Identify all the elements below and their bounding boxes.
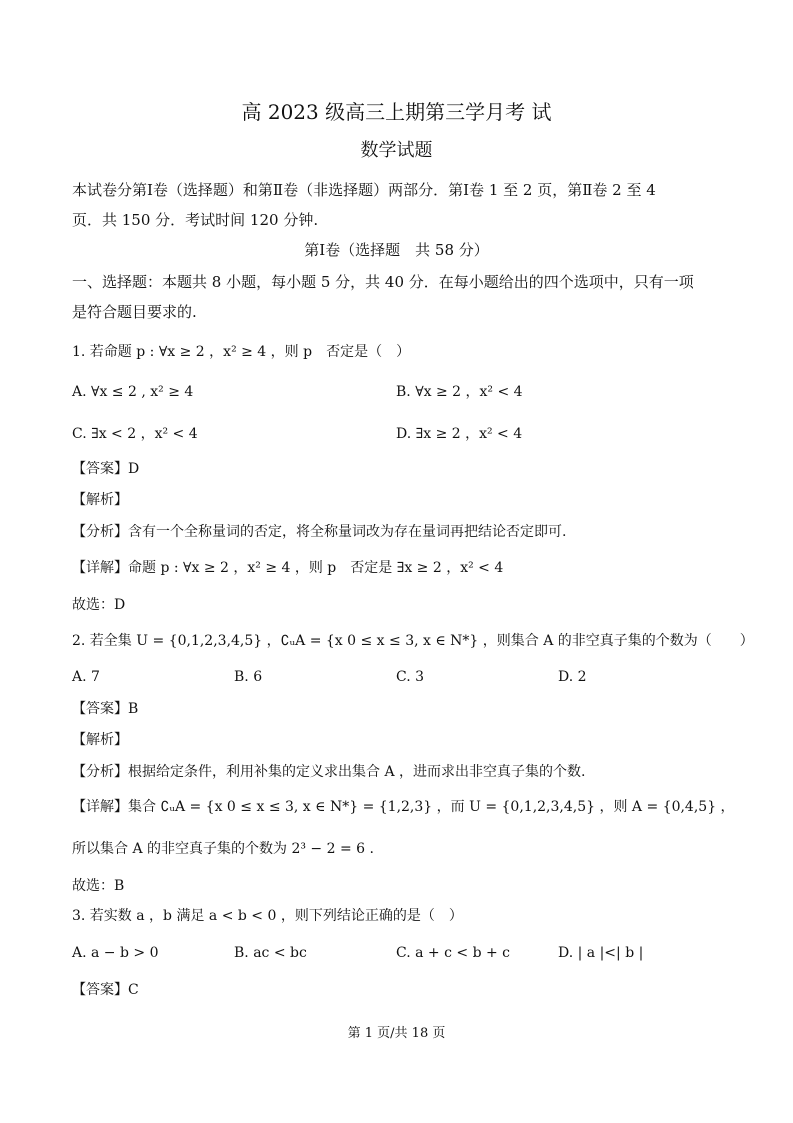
q3-option-b: B. ac < bc [234, 945, 307, 961]
q3-answer: 【答案】C [72, 982, 139, 998]
q1-option-b: B. ∀x ≥ 2 ，x² < 4 [396, 384, 523, 400]
q1-stem: 1. 若命题 p : ∀x ≥ 2 ，x² ≥ 4 ，则 p 否定是（ ） [72, 344, 411, 360]
q2-stem: 2. 若全集 U = {0,1,2,3,4,5} ，∁ᵤA = {x 0 ≤ x ≤ 3, x ∈ N*} ，则集合 A 的非空真子集的个数为（ ） [72, 633, 754, 649]
intro-line-2: 页．共 150 分．考试时间 120 分钟. [72, 211, 319, 229]
q1-answer: 【答案】D [72, 461, 140, 477]
exam-subtitle: 数学试题 [360, 140, 433, 161]
q3-option-a: A. a − b > 0 [72, 945, 159, 961]
q2-analysis-label: 【解析】 [72, 732, 128, 748]
q1-analysis-label: 【解析】 [72, 492, 128, 508]
q1-option-c: C. ∃x < 2 ，x² < 4 [72, 426, 198, 442]
q2-xiangjie: 【详解】集合 ∁ᵤA = {x 0 ≤ x ≤ 3, x ∈ N*} = {1,2,3} ，而 U = {0,1,2,3,4,5} ，则 A = {0,4,5} ， [72, 799, 735, 815]
part1-title: 第Ⅰ卷（选择题 共 58 分） [304, 241, 489, 259]
q3-option-c: C. a + c < b + c [396, 945, 510, 961]
section1-line-2: 是符合题目要求的. [72, 303, 197, 321]
q3-stem: 3. 若实数 a ，b 满足 a < b < 0 ，则下列结论正确的是（ ） [72, 908, 463, 924]
q2-conclusion: 故选：B [72, 878, 125, 894]
section1-line-1: 一、选择题：本题共 8 小题，每小题 5 分，共 40 分．在每小题给出的四个选项中，只有一项 [72, 273, 694, 291]
q1-fenxi: 【分析】含有一个全称量词的否定，将全称量词改为存在量词再把结论否定即可. [72, 524, 567, 540]
q2-option-a: A. 7 [72, 669, 100, 685]
q3-option-d: D. | a |<| b | [558, 945, 644, 961]
q1-xiangjie: 【详解】命题 p : ∀x ≥ 2 ，x² ≥ 4 ，则 p 否定是 ∃x ≥ 2 ，x² < 4 [72, 560, 504, 576]
q2-option-b: B. 6 [234, 669, 263, 685]
q1-option-d: D. ∃x ≥ 2 ，x² < 4 [396, 426, 523, 442]
exam-title: 高 2023 级高三上期第三学月考 试 [241, 100, 552, 124]
q1-option-a: A. ∀x ≤ 2 , x² ≥ 4 [72, 384, 194, 400]
q2-option-c: C. 3 [396, 669, 425, 685]
q2-fenxi: 【分析】根据给定条件，利用补集的定义求出集合 A ，进而求出非空真子集的个数. [72, 764, 586, 780]
q2-answer: 【答案】B [72, 701, 139, 717]
q1-conclusion: 故选：D [72, 597, 126, 613]
q2-line-extra: 所以集合 A 的非空真子集的个数为 2³ − 2 = 6 . [72, 841, 374, 857]
page-footer: 第 1 页/共 18 页 [347, 1026, 446, 1041]
intro-line-1: 本试卷分第Ⅰ卷（选择题）和第Ⅱ卷（非选择题）两部分．第Ⅰ卷 1 至 2 页，第Ⅱ卷 2 至 4 [72, 181, 656, 199]
q2-option-d: D. 2 [558, 669, 587, 685]
